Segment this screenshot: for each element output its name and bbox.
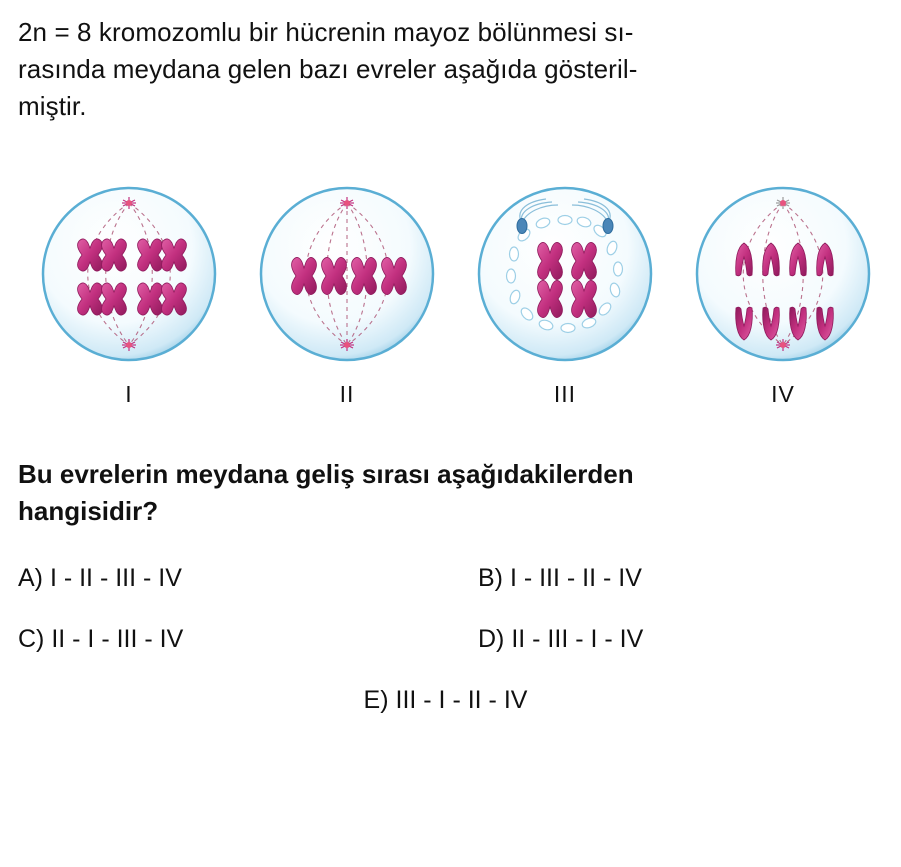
option-row-1 (18, 564, 883, 593)
figure-label-4: IV (771, 380, 795, 407)
figure-1 (36, 181, 222, 408)
option-c[interactable]: C) II - I - III - IV (18, 624, 184, 653)
cell-diagram-3 (472, 181, 658, 367)
cell-diagram-4 (690, 181, 876, 367)
question-line-1: Bu evrelerin meydana geliş sırası aşağıdakilerden (18, 458, 634, 489)
figure-label-2: II (339, 380, 355, 407)
cell-illustration-metaphase-1 (36, 181, 222, 367)
figure-2 (254, 181, 440, 408)
figure-3 (472, 181, 658, 408)
stem-line-3: miştir. (18, 90, 87, 121)
option-d[interactable]: D) II - III - I - IV (478, 624, 644, 653)
cell-diagram-2 (254, 181, 440, 367)
cell-illustration-metaphase-2 (254, 181, 440, 367)
cell-diagram-1 (36, 181, 222, 367)
question-prompt (18, 456, 883, 530)
answer-options (18, 564, 883, 715)
figure-label-3: III (553, 380, 577, 407)
figure-4 (690, 181, 876, 408)
question-line-2: hangisidir? (18, 495, 159, 526)
cell-illustration-anaphase (690, 181, 876, 367)
option-row-2 (18, 625, 883, 654)
figure-label-1: I (125, 380, 133, 407)
option-row-3 (18, 686, 883, 715)
option-a[interactable]: A) I - II - III - IV (18, 563, 182, 592)
cell-figures (18, 181, 883, 408)
question-stem (18, 14, 883, 125)
stem-line-1: 2n = 8 kromozomlu bir hücrenin mayoz bölünmesi sı- (18, 17, 634, 47)
cell-illustration-prophase (472, 181, 658, 367)
option-e[interactable]: E) III - I - II - IV (363, 685, 528, 714)
stem-line-2: rasında meydana gelen bazı evreler aşağıda gösteril- (18, 53, 638, 84)
option-b[interactable]: B) I - III - II - IV (478, 563, 642, 592)
